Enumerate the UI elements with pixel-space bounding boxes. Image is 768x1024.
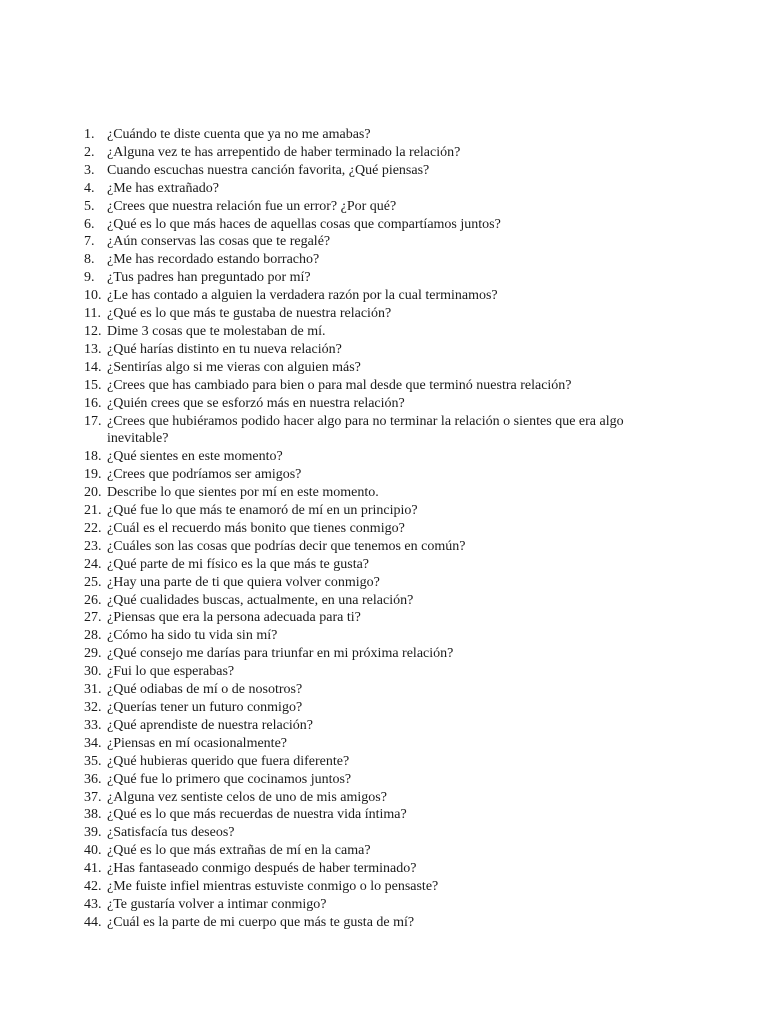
question-text: ¿Qué fue lo que más te enamoró de mí en un principio? [107,503,418,519]
question-number: 15. [84,377,102,393]
question-number: 3. [84,162,95,178]
list-item [84,645,654,663]
question-text: ¿Me has recordado estando borracho? [107,252,320,268]
question-text: ¿Piensas en mí ocasionalmente? [107,735,287,751]
question-text: ¿Qué odiabas de mí o de nosotros? [107,682,303,698]
question-number: 12. [84,323,102,339]
question-text: ¿Qué harías distinto en tu nueva relación? [107,341,342,357]
list-item [84,824,654,842]
question-text: ¿Qué es lo que más recuerdas de nuestra vida íntima? [107,807,407,823]
question-number: 1. [84,127,95,142]
question-text: ¿Sentirías algo si me vieras con alguien más? [107,359,361,375]
list-item [84,305,654,323]
list-item [84,502,654,520]
question-number: 17. [84,413,102,429]
list-item [84,896,654,914]
list-item [84,180,654,198]
list-item [84,914,654,932]
question-text: ¿Cuál es el recuerdo más bonito que tienes conmigo? [107,520,405,536]
list-item [84,735,654,753]
question-text: ¿Piensas que era la persona adecuada para ti? [107,610,361,626]
list-item [84,466,654,484]
question-text: ¿Aún conservas las cosas que te regalé? [107,234,331,250]
question-text: ¿Alguna vez sentiste celos de uno de mis amigos? [107,789,387,805]
question-text: ¿Qué es lo que más extrañas de mí en la cama? [107,843,371,859]
list-item [84,484,654,502]
question-text: ¿Qué sientes en este momento? [107,449,283,465]
question-text: ¿Satisfacía tus deseos? [107,825,235,841]
question-number: 18. [84,449,102,465]
question-text: ¿Querías tener un futuro conmigo? [107,700,303,715]
list-item [84,681,654,699]
list-item [84,448,654,466]
question-text: ¿Alguna vez te has arrepentido de haber terminado la relación? [107,144,461,160]
question-text: ¿Crees que podríamos ser amigos? [107,467,302,483]
question-number: 13. [84,341,102,357]
question-text: Cuando escuchas nuestra canción favorita, ¿Qué piensas? [107,162,430,178]
list-item [84,341,654,359]
question-number: 43. [84,896,102,912]
list-item [84,144,654,162]
question-text: ¿Qué es lo que más te gustaba de nuestra relación? [107,306,392,322]
question-text: ¿Crees que has cambiado para bien o para mal desde que terminó nuestra relación? [107,377,572,393]
list-item [84,269,654,287]
question-number: 22. [84,520,102,536]
question-text: ¿Tus padres han preguntado por mí? [107,270,311,286]
question-text: ¿Qué cualidades buscas, actualmente, en una relación? [107,592,414,608]
question-number: 16. [84,395,102,411]
question-text: Dime 3 cosas que te molestaban de mí. [107,323,326,339]
question-text: ¿Me has extrañado? [107,180,219,196]
question-text: ¿Cuáles son las cosas que podrías decir que tenemos en común? [107,538,466,554]
question-text: ¿Crees que nuestra relación fue un error? ¿Por qué? [107,198,397,214]
list-item [84,251,654,269]
question-text: ¿Has fantaseado conmigo después de haber terminado? [107,861,417,877]
list-item [84,717,654,735]
question-number: 9. [84,270,95,286]
list-item [84,287,654,305]
question-text: ¿Qué aprendiste de nuestra relación? [107,717,314,733]
question-number: 19. [84,467,102,483]
question-number: 30. [84,664,102,680]
list-item [84,359,654,377]
question-number: 32. [84,700,102,715]
question-number: 38. [84,807,102,823]
list-item [84,395,654,413]
list-item [84,771,654,789]
question-text: ¿Cuándo te diste cuenta que ya no me amabas? [107,127,371,142]
list-item [84,233,654,251]
question-number: 31. [84,682,102,698]
list-item [84,216,654,234]
question-text: ¿Te gustaría volver a intimar conmigo? [107,896,327,912]
list-item [84,842,654,860]
question-number: 35. [84,753,102,769]
question-number: 24. [84,556,102,572]
question-number: 8. [84,252,95,268]
question-text: ¿Cuál es la parte de mi cuerpo que más te gusta de mí? [107,914,415,930]
question-number: 23. [84,538,102,554]
list-item [84,377,654,395]
question-number: 5. [84,198,95,214]
question-number: 25. [84,574,102,590]
question-number: 20. [84,485,102,501]
question-number: 37. [84,789,102,805]
question-number: 28. [84,628,102,644]
question-number: 21. [84,503,102,519]
question-number: 36. [84,771,102,787]
question-text: ¿Qué parte de mi físico es la que más te gusta? [107,556,370,572]
question-list [84,126,654,932]
question-text: ¿Me fuiste infiel mientras estuviste conmigo o lo pensaste? [107,879,439,895]
question-text: ¿Le has contado a alguien la verdadera razón por la cual terminamos? [107,288,498,304]
question-number: 29. [84,646,102,662]
question-number: 6. [84,216,95,232]
question-text: ¿Qué hubieras querido que fuera diferente? [107,753,350,769]
question-number: 11. [84,306,101,322]
list-item [84,627,654,645]
question-text: ¿Qué es lo que más haces de aquellas cosas que compartíamos juntos? [107,216,501,232]
question-number: 27. [84,610,102,626]
question-number: 14. [84,359,102,375]
list-item [84,126,654,144]
question-number: 44. [84,914,102,930]
list-item [84,592,654,610]
list-item [84,860,654,878]
list-item [84,663,654,681]
list-item [84,413,654,449]
question-text: ¿Cómo ha sido tu vida sin mí? [107,628,278,644]
question-number: 33. [84,717,102,733]
question-number: 40. [84,843,102,859]
list-item [84,806,654,824]
list-item [84,520,654,538]
list-item [84,538,654,556]
list-item [84,753,654,771]
question-text: ¿Crees que hubiéramos podido hacer algo para no terminar la relación o sientes que era algo inevitable? [107,413,624,447]
question-number: 34. [84,735,102,751]
question-text: ¿Qué fue lo primero que cocinamos juntos? [107,771,352,787]
question-text: ¿Fui lo que esperabas? [107,664,235,680]
list-item [84,609,654,627]
question-number: 26. [84,592,102,608]
question-number: 10. [84,288,102,304]
question-text: Describe lo que sientes por mí en este momento. [107,485,379,501]
question-text: ¿Qué consejo me darías para triunfar en mi próxima relación? [107,646,454,662]
list-item [84,198,654,216]
question-text: ¿Hay una parte de ti que quiera volver conmigo? [107,574,380,590]
question-number: 39. [84,825,102,841]
question-text: ¿Quién crees que se esforzó más en nuestra relación? [107,395,405,411]
list-item [84,556,654,574]
list-item [84,323,654,341]
list-item [84,878,654,896]
question-number: 4. [84,180,95,196]
question-number: 41. [84,861,102,877]
question-number: 7. [84,234,95,250]
list-item [84,789,654,807]
question-number: 42. [84,879,102,895]
list-item [84,699,654,717]
question-number: 2. [84,144,95,160]
list-item [84,574,654,592]
list-item [84,162,654,180]
